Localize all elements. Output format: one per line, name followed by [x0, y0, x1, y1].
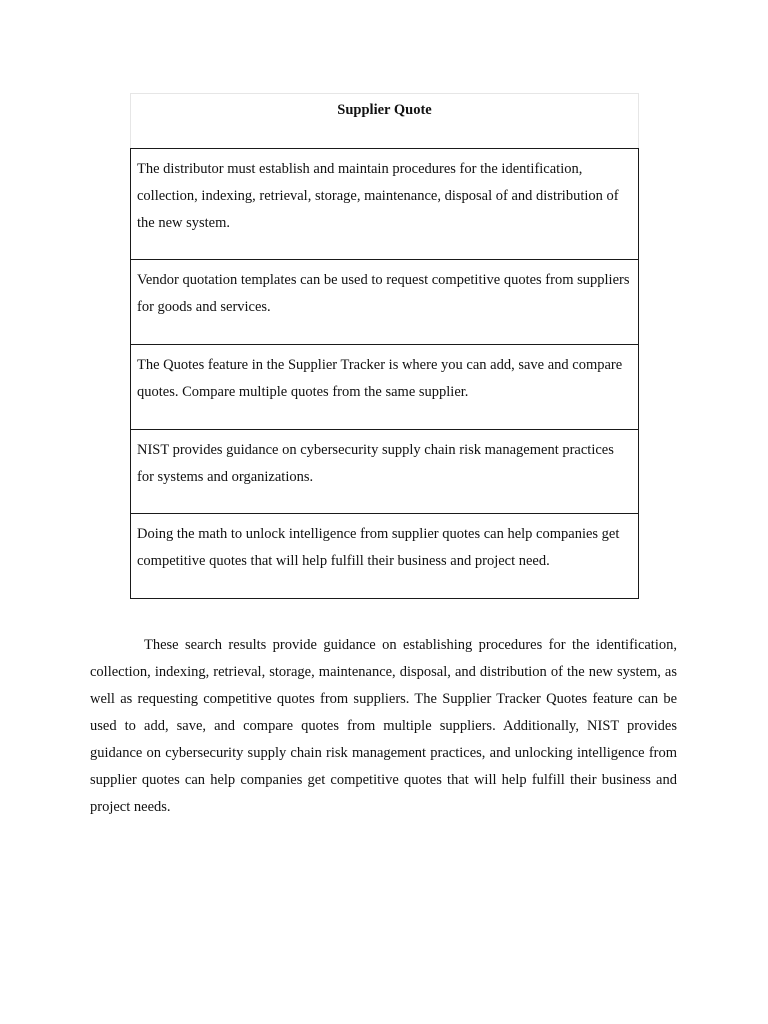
table-cell: Doing the math to unlock intelligence from supplier quotes can help companies get competitive quotes that will help fulfill their business and project need.	[131, 514, 639, 599]
table-row	[131, 430, 639, 514]
table-cell: NIST provides guidance on cybersecurity supply chain risk management practices for systems and organizations.	[131, 430, 639, 514]
table-title: Supplier Quote	[337, 102, 432, 118]
table-row	[131, 260, 639, 345]
table-row	[131, 345, 639, 430]
table-row	[131, 514, 639, 599]
table-cell: The Quotes feature in the Supplier Tracker is where you can add, save and compare quotes. Compare multiple quotes from the same supplier.	[131, 345, 639, 430]
table-header-row	[131, 94, 639, 149]
summary-paragraph: These search results provide guidance on establishing procedures for the identification, collection, indexing, retrieval, storage, maintenance, disposal, and distribution of the new system, as well as requesting competitive quotes from suppliers. The Supplier Tracker Quotes feature can be used to add, save, and compare quotes from multiple suppliers. Additionally, NIST provides guidance on cybersecurity supply chain risk management practices, and unlocking intelligence from supplier quotes can help companies get competitive quotes that will help fulfill their business and project needs.	[90, 637, 677, 815]
table-row	[131, 149, 639, 260]
supplier-quote-table	[130, 93, 639, 599]
table-cell: The distributor must establish and maintain procedures for the identification, collection, indexing, retrieval, storage, maintenance, disposal of and distribution of the new system.	[131, 149, 639, 260]
table-cell: Vendor quotation templates can be used to request competitive quotes from suppliers for goods and services.	[131, 260, 639, 345]
table-title-cell	[131, 94, 639, 149]
